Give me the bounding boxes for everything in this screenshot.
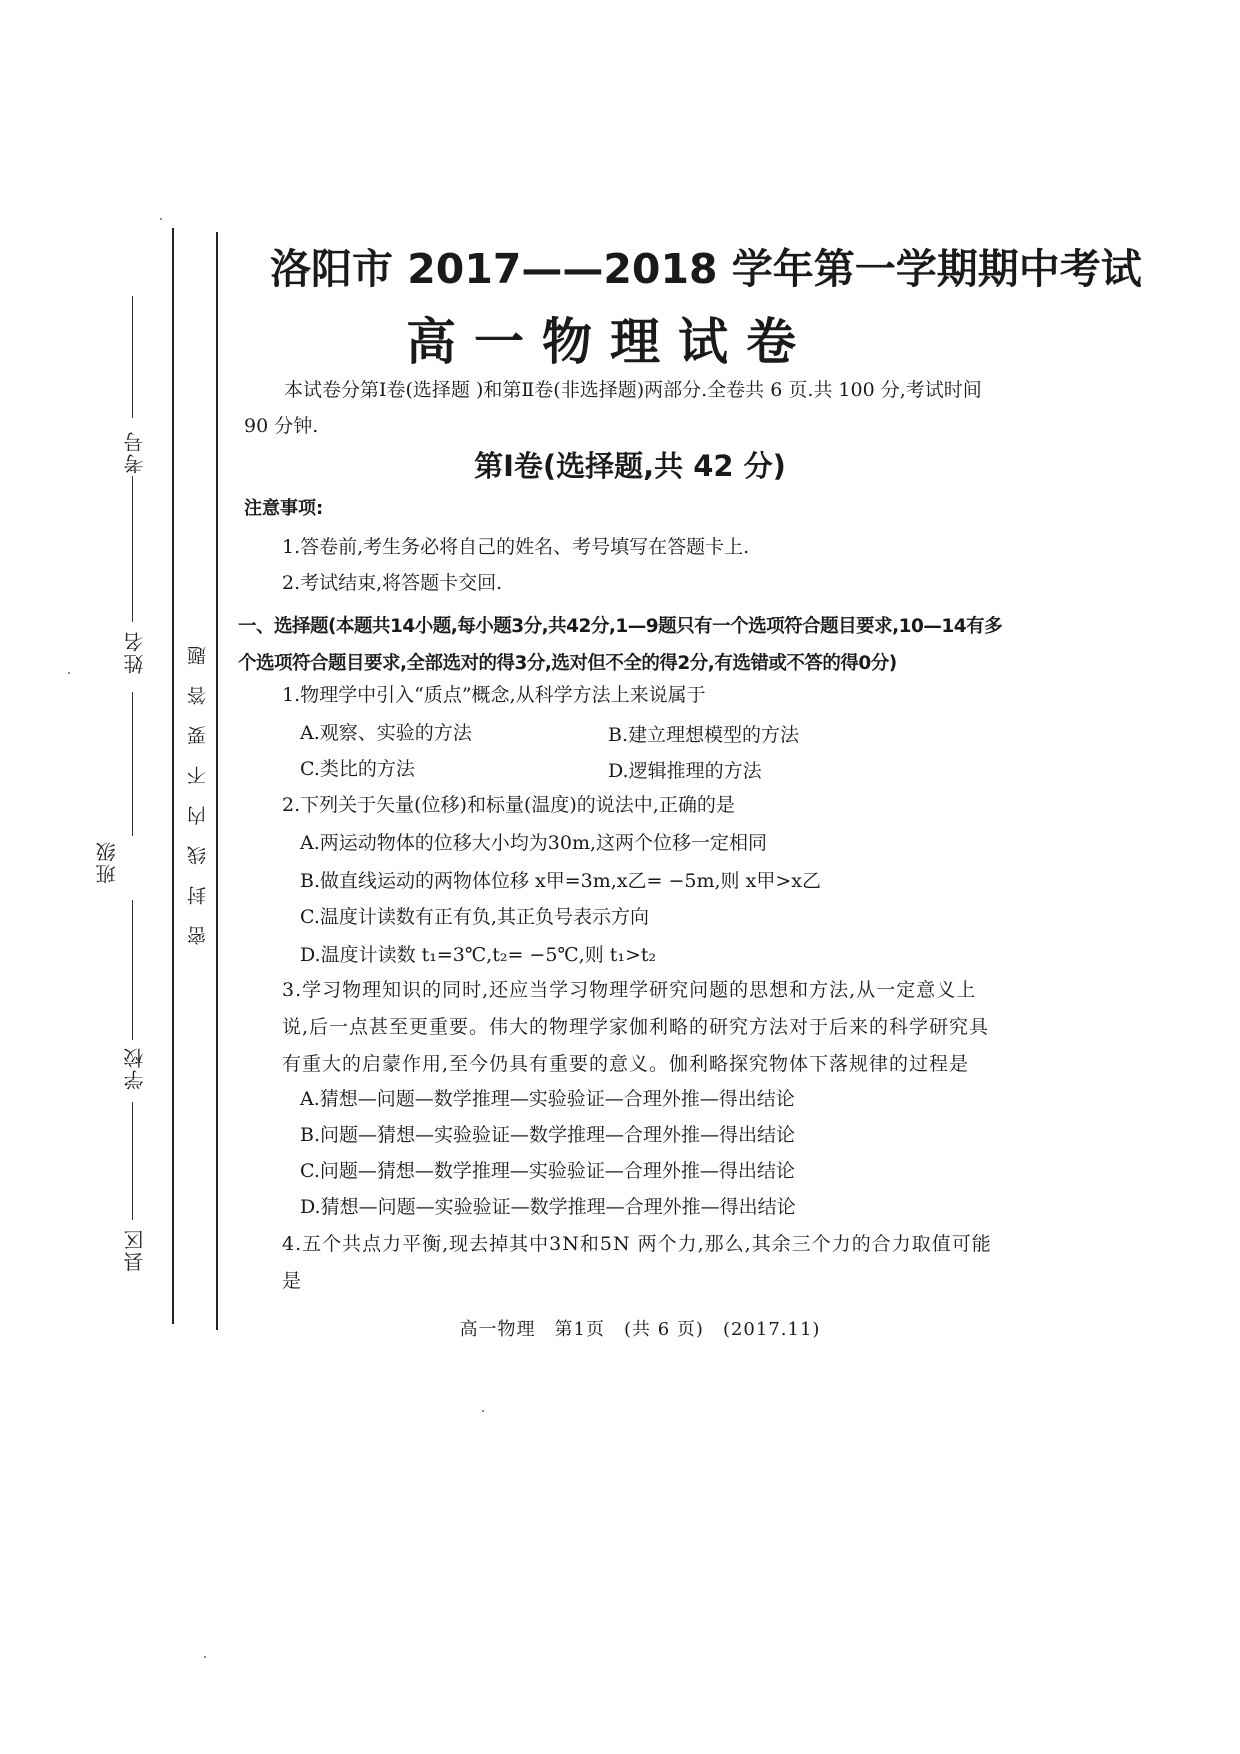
question-option: B.问题—猜想—实验验证—数学推理—合理外推—得出结论	[300, 1124, 796, 1146]
question-option: D.逻辑推理的方法	[608, 760, 762, 782]
question-option: D.猜想—问题—实验验证—数学推理—合理外推—得出结论	[300, 1196, 796, 1218]
paper-title: 高一物理试卷	[406, 313, 814, 371]
seal-char: 答	[187, 686, 209, 705]
question-stem: 4.五个共点力平衡,现去掉其中3N和5N 两个力,那么,其余三个力的合力取值可能是	[282, 1233, 992, 1292]
scan-speck	[204, 1656, 206, 1658]
school-fill-line	[132, 900, 133, 1040]
scan-speck	[482, 1410, 484, 1412]
question-option: C.问题—猜想—数学推理—实验验证—合理外推—得出结论	[300, 1160, 795, 1182]
name-label: 姓名	[123, 630, 147, 674]
class-label: 班级	[95, 840, 119, 884]
question-option: B.做直线运动的两物体位移 x甲=3m,x乙= −5m,则 x甲>x乙	[300, 870, 821, 892]
exam-no-label: 考号	[123, 430, 147, 474]
seal-char: 密	[187, 926, 209, 945]
notes-title: 注意事项:	[244, 498, 324, 519]
seal-char: 要	[187, 726, 209, 745]
exam-intro: 本试卷分第Ⅰ卷(选择题 )和第Ⅱ卷(非选择题)两部分.全卷共 6 页.共 100 分,考试时间 90 分钟.	[244, 379, 982, 437]
note-item: 1.答卷前,考生务必将自己的姓名、考号填写在答题卡上.	[282, 536, 750, 558]
page-footer: 高一物理 第1页 (共 6 页) (2017.11)	[459, 1319, 821, 1340]
question-option: B.建立理想模型的方法	[608, 724, 800, 746]
seal-char: 线	[187, 846, 209, 865]
question-stem: 1.物理学中引入“质点”概念,从科学方法上来说属于	[282, 684, 706, 706]
question-option: A.两运动物体的位移大小均为30m,这两个位移一定相同	[300, 832, 767, 854]
part-header: 一、选择题(本题共14小题,每小题3分,共42分,1—9题只有一个选项符合题目要求,10—14有多个选项符合题目要求,全部选对的得3分,选对但不全的得2分,有选错或不答的得0分)	[238, 616, 1003, 674]
seal-line-notice	[183, 625, 213, 945]
question-stem: 3.学习物理知识的同时,还应当学习物理学研究问题的思想和方法,从一定意义上说,后一点甚至更重要。伟大的物理学家伽利略的研究方法对于后来的科学研究具有重大的启蒙作用,至今仍具有重要的意义。伽利略探究物体下落规律的过程是	[282, 979, 990, 1075]
note-item: 2.考试结束,将答题卡交回.	[282, 572, 503, 594]
school-label: 学校	[123, 1046, 147, 1090]
seal-char: 不	[187, 766, 209, 785]
county-fill-line	[132, 1102, 133, 1220]
seal-char: 内	[187, 806, 209, 825]
question-option: A.猜想—问题—数学推理—实验验证—合理外推—得出结论	[300, 1088, 795, 1110]
county-label: 县区	[123, 1228, 147, 1272]
scan-speck	[160, 218, 162, 220]
question-option: D.温度计读数 t₁=3℃,t₂= −5℃,则 t₁>t₂	[300, 944, 657, 966]
question-option: A.观察、实验的方法	[300, 722, 472, 744]
question-stem: 2.下列关于矢量(位移)和标量(温度)的说法中,正确的是	[282, 794, 735, 816]
section-title: 第Ⅰ卷(选择题,共 42 分)	[474, 449, 786, 483]
class-fill-line	[132, 692, 133, 836]
question-option: C.温度计读数有正有负,其正负号表示方向	[300, 906, 649, 928]
exam-no-fill-line	[132, 296, 133, 418]
scan-speck	[68, 672, 70, 674]
question-option: C.类比的方法	[300, 758, 415, 780]
seal-char: 封	[187, 886, 209, 905]
name-fill-line	[132, 476, 133, 622]
exam-title: 洛阳市 2017——2018 学年第一学期期中考试	[270, 245, 1142, 293]
binding-line-outer	[172, 228, 174, 1324]
seal-char: 题	[187, 646, 209, 665]
